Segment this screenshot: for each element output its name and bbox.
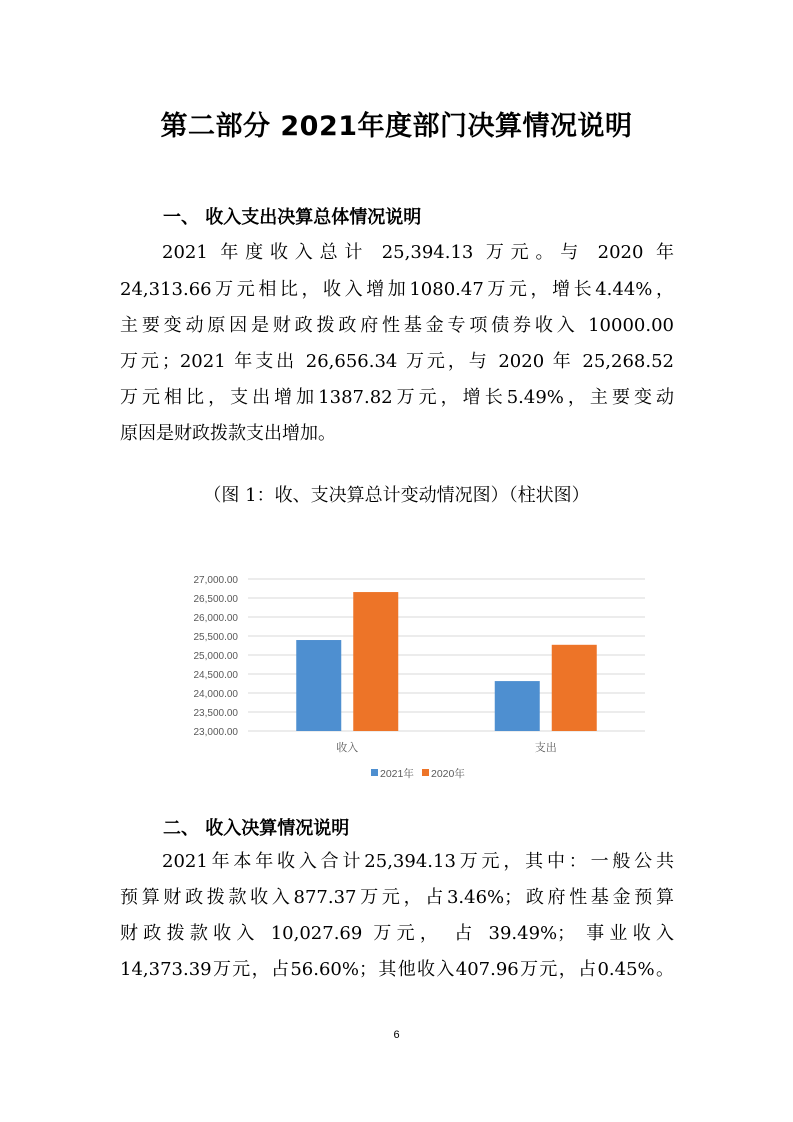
- legend-label: 2020年: [431, 768, 465, 780]
- bar-2020年-收入: [353, 592, 398, 731]
- paragraph-line: 万元相比，支出增加1387.82万元，增长5.49%，主要变动: [120, 387, 674, 408]
- paragraph-line: 万元；2021 年支出 26,656.34 万元，与 2020 年 25,268.52: [120, 351, 674, 372]
- bar-chart: [0, 560, 793, 790]
- paragraph-line: 财政拨款收入 10,027.69 万元， 占 39.49%； 事业收入: [120, 923, 674, 944]
- legend-label: 2021年: [380, 768, 414, 780]
- page-title: 第二部分 2021年度部门决算情况说明: [160, 111, 633, 142]
- y-tick-label: 23,500.00: [193, 708, 238, 719]
- paragraph-line: 24,313.66万元相比，收入增加1080.47万元，增长4.44%，: [120, 279, 674, 300]
- bar-2021年-支出: [495, 681, 540, 731]
- bar-2021年-收入: [296, 640, 341, 731]
- paragraph-line: 2021 年度收入总计 25,394.13 万元。与 2020 年: [162, 242, 674, 263]
- paragraph-line: 预算财政拨款收入877.37万元，占3.46%；政府性基金预算: [120, 887, 674, 908]
- y-tick-label: 24,000.00: [193, 689, 238, 700]
- y-tick-label: 24,500.00: [193, 670, 238, 681]
- legend-swatch: [371, 769, 378, 776]
- figure-caption: （图 1：收、支决算总计变动情况图）（柱状图）: [203, 485, 590, 506]
- y-tick-label: 23,000.00: [193, 727, 238, 738]
- y-tick-label: 25,500.00: [193, 632, 238, 643]
- y-tick-label: 27,000.00: [193, 575, 238, 586]
- legend-swatch: [422, 769, 429, 776]
- paragraph-line: 2021年本年收入合计25,394.13万元，其中：一般公共: [162, 851, 674, 872]
- paragraph-line: 原因是财政拨款支出增加。: [120, 423, 336, 444]
- y-tick-label: 25,000.00: [193, 651, 238, 662]
- x-tick-label: 支出: [534, 742, 557, 754]
- paragraph-line: 主要变动原因是财政拨政府性基金专项债券收入 10000.00: [120, 315, 674, 336]
- page-number: 6: [393, 1029, 400, 1041]
- section-heading-2: 二、 收入决算情况说明: [163, 818, 350, 839]
- section-heading-1: 一、 收入支出决算总体情况说明: [163, 207, 422, 228]
- y-tick-label: 26,500.00: [193, 594, 238, 605]
- y-tick-label: 26,000.00: [193, 613, 238, 624]
- x-tick-label: 收入: [336, 742, 359, 754]
- paragraph-line: 14,373.39万元，占56.60%；其他收入407.96万元，占0.45%。: [120, 959, 674, 980]
- bar-2020年-支出: [552, 645, 597, 731]
